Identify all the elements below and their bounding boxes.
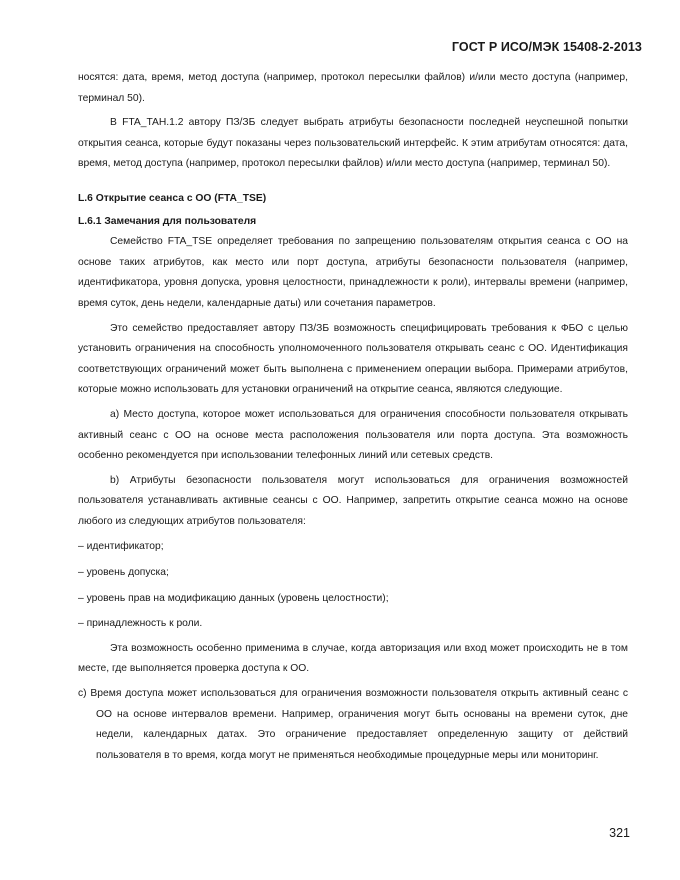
paragraph-applicability: Эта возможность особенно применима в случае, когда авторизация или вход может происходить не в том месте, где выполняется проверка доступа к ОО.: [78, 642, 628, 675]
section-title: L.6 Открытие сеанса с ОО (FTA_TSE): [78, 192, 267, 204]
body-text: [78, 68, 628, 766]
paragraph-continuation: носятся: дата, время, метод доступа (например, протокол пересылки файлов) и/или место доступа (например, терминал 50).: [78, 72, 628, 104]
paragraph-fta-tah: В FTA_TAH.1.2 автору ПЗ/ЗБ следует выбрать атрибуты безопасности последней неуспешной попытки открытия сеанса, которые будут показаны через пользовательский интерфейс. К этим атрибутам относятся: дата, время, метод доступа (например, протокол пересылки файлов) и/или место доступа (например, терминал 50).: [78, 117, 628, 170]
list-item-b: b) Атрибуты безопасности пользователя могут использоваться для ограничения возможностей пользователя устанавливать активные сеансы с ОО. Например, запретить открытие сеанса можно на основе любого из следующих атрибутов пользователя:: [78, 474, 628, 527]
page-number: 321: [609, 826, 630, 840]
list-item-c: с) Время доступа может использоваться для ограничения возможности пользователя открыть активный сеанс с ОО на основе интервалов времени. Например, ограничения могут быть основаны на времени суток, дне недели, календарных датах. Это ограничение предоставляет определенную защиту от действий пользователя в то время, когда могут не применяться необходимые процедурные меры или мониторинг.: [78, 688, 628, 761]
dash-item: – идентификатор;: [78, 541, 164, 553]
dash-item: – уровень допуска;: [78, 567, 169, 579]
list-item-a: а) Место доступа, которое может использоваться для ограничения способности пользователя открывать активный сеанс с ОО на основе места расположения пользователя или порта доступа. Эта возможность особенно рекомендуется при использовании телефонных линий или сетевых средств.: [78, 408, 628, 462]
standard-header: ГОСТ Р ИСО/МЭК 15408-2-2013: [451, 40, 642, 54]
paragraph-family-capability: Это семейство предоставляет автору ПЗ/ЗБ возможность специфицировать требования к ФБО с целью установить ограничения на способность уполномоченного пользователя открывать сеанс с ОО. Идентификация соответствующих ограничений может быть выполнена с применением операции выбора. Примерами атрибутов, которые можно использовать для установки ограничений на открытие сеанса, являются следующие.: [78, 322, 628, 396]
subsection-title: L.6.1 Замечания для пользователя: [78, 215, 257, 227]
paragraph-family-description: Семейство FTA_TSE определяет требования по запрещению пользователям открытия сеанса с ОО на основе таких атрибутов, как место или порт доступа, атрибуты безопасности пользователя (например, идентификатора, уровня допуска, уровня целостности, принадлежности к роли), интервалы времени (например, время суток, день недели, календарные даты) или сочетания параметров.: [78, 236, 628, 309]
dash-item: – уровень прав на модификацию данных (уровень целостности);: [78, 592, 389, 604]
dash-item: – принадлежность к роли.: [78, 618, 203, 630]
